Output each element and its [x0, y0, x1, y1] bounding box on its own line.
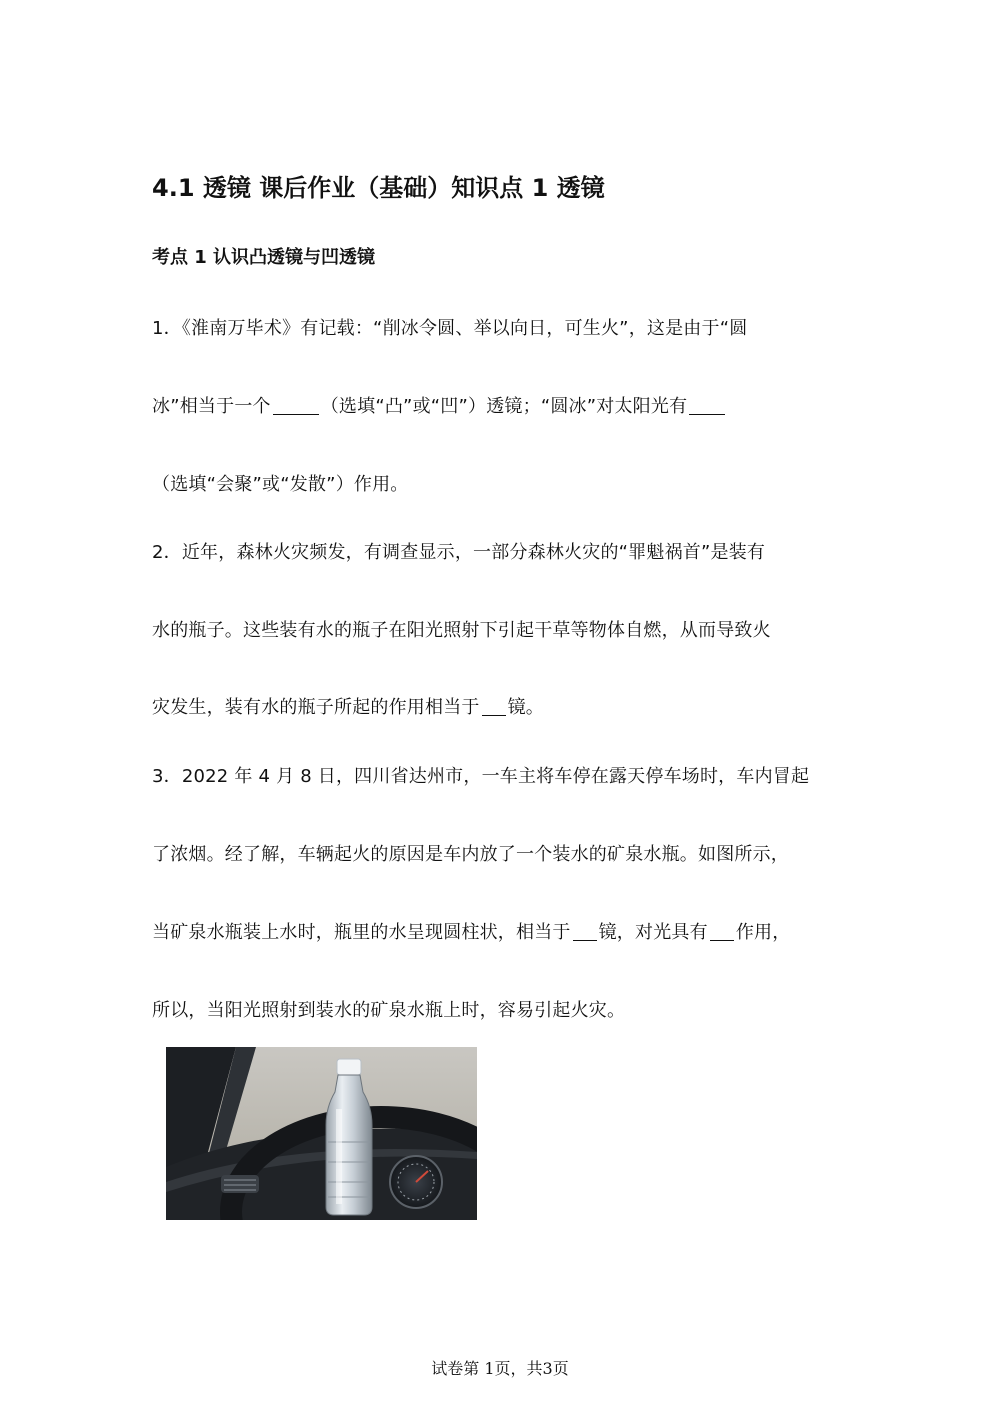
question-1-text-b: （选填“凸”或“凹”）透镜；“圆冰”对太阳光有: [320, 396, 688, 417]
question-3-text-a: 当矿泉水瓶装上水时，瓶里的水呈现圆柱状，相当于: [152, 922, 571, 943]
question-2-text-a: 灾发生，装有水的瓶子所起的作用相当于: [152, 697, 480, 718]
answer-blank-bottle-lens[interactable]: [482, 697, 506, 716]
question-1-line-3: （选填“会聚”或“发散”）作用。: [152, 474, 409, 495]
answer-blank-cylinder-lens[interactable]: [573, 922, 597, 941]
question-3-line-3: [152, 918, 790, 944]
answer-blank-lens-type[interactable]: [273, 396, 319, 415]
question-1-line-1: 1．《淮南万毕术》有记载：“削冰令圆、举以向日，可生火”，这是由于“圆: [152, 318, 748, 339]
section-heading: 考点 1 认识凸透镜与凹透镜: [152, 247, 376, 268]
question-1-line-2: [152, 392, 727, 418]
water-bottle-car-photo: [166, 1047, 477, 1220]
answer-blank-light-effect[interactable]: [689, 396, 725, 415]
question-1-text-a: 冰”相当于一个: [152, 396, 271, 417]
page-title: 4.1 透镜 课后作业（基础）知识点 1 透镜: [152, 174, 605, 202]
question-2-text-b: 镜。: [507, 697, 545, 718]
question-3-line-4: 所以，当阳光照射到装水的矿泉水瓶上时，容易引起火灾。: [152, 1000, 626, 1021]
question-2-line-3: [152, 693, 544, 719]
page-footer: 试卷第 1页，共3页: [431, 1359, 569, 1378]
question-3-text-c: 作用，: [735, 922, 791, 943]
question-3-text-b: 镜，对光具有: [598, 922, 708, 943]
question-2-line-2: 水的瓶子。这些装有水的瓶子在阳光照射下引起干草等物体自燃，从而导致火: [152, 620, 771, 641]
question-3-line-2: 了浓烟。经了解，车辆起火的原因是车内放了一个装水的矿泉水瓶。如图所示，: [152, 844, 789, 865]
question-2-line-1: 2．近年，森林火灾频发，有调查显示，一部分森林火灾的“罪魁祸首”是装有: [152, 542, 766, 563]
answer-blank-light-action[interactable]: [710, 922, 734, 941]
question-3-line-1: 3．2022 年 4 月 8 日，四川省达州市，一车主将车停在露天停车场时，车内冒起: [152, 766, 810, 787]
